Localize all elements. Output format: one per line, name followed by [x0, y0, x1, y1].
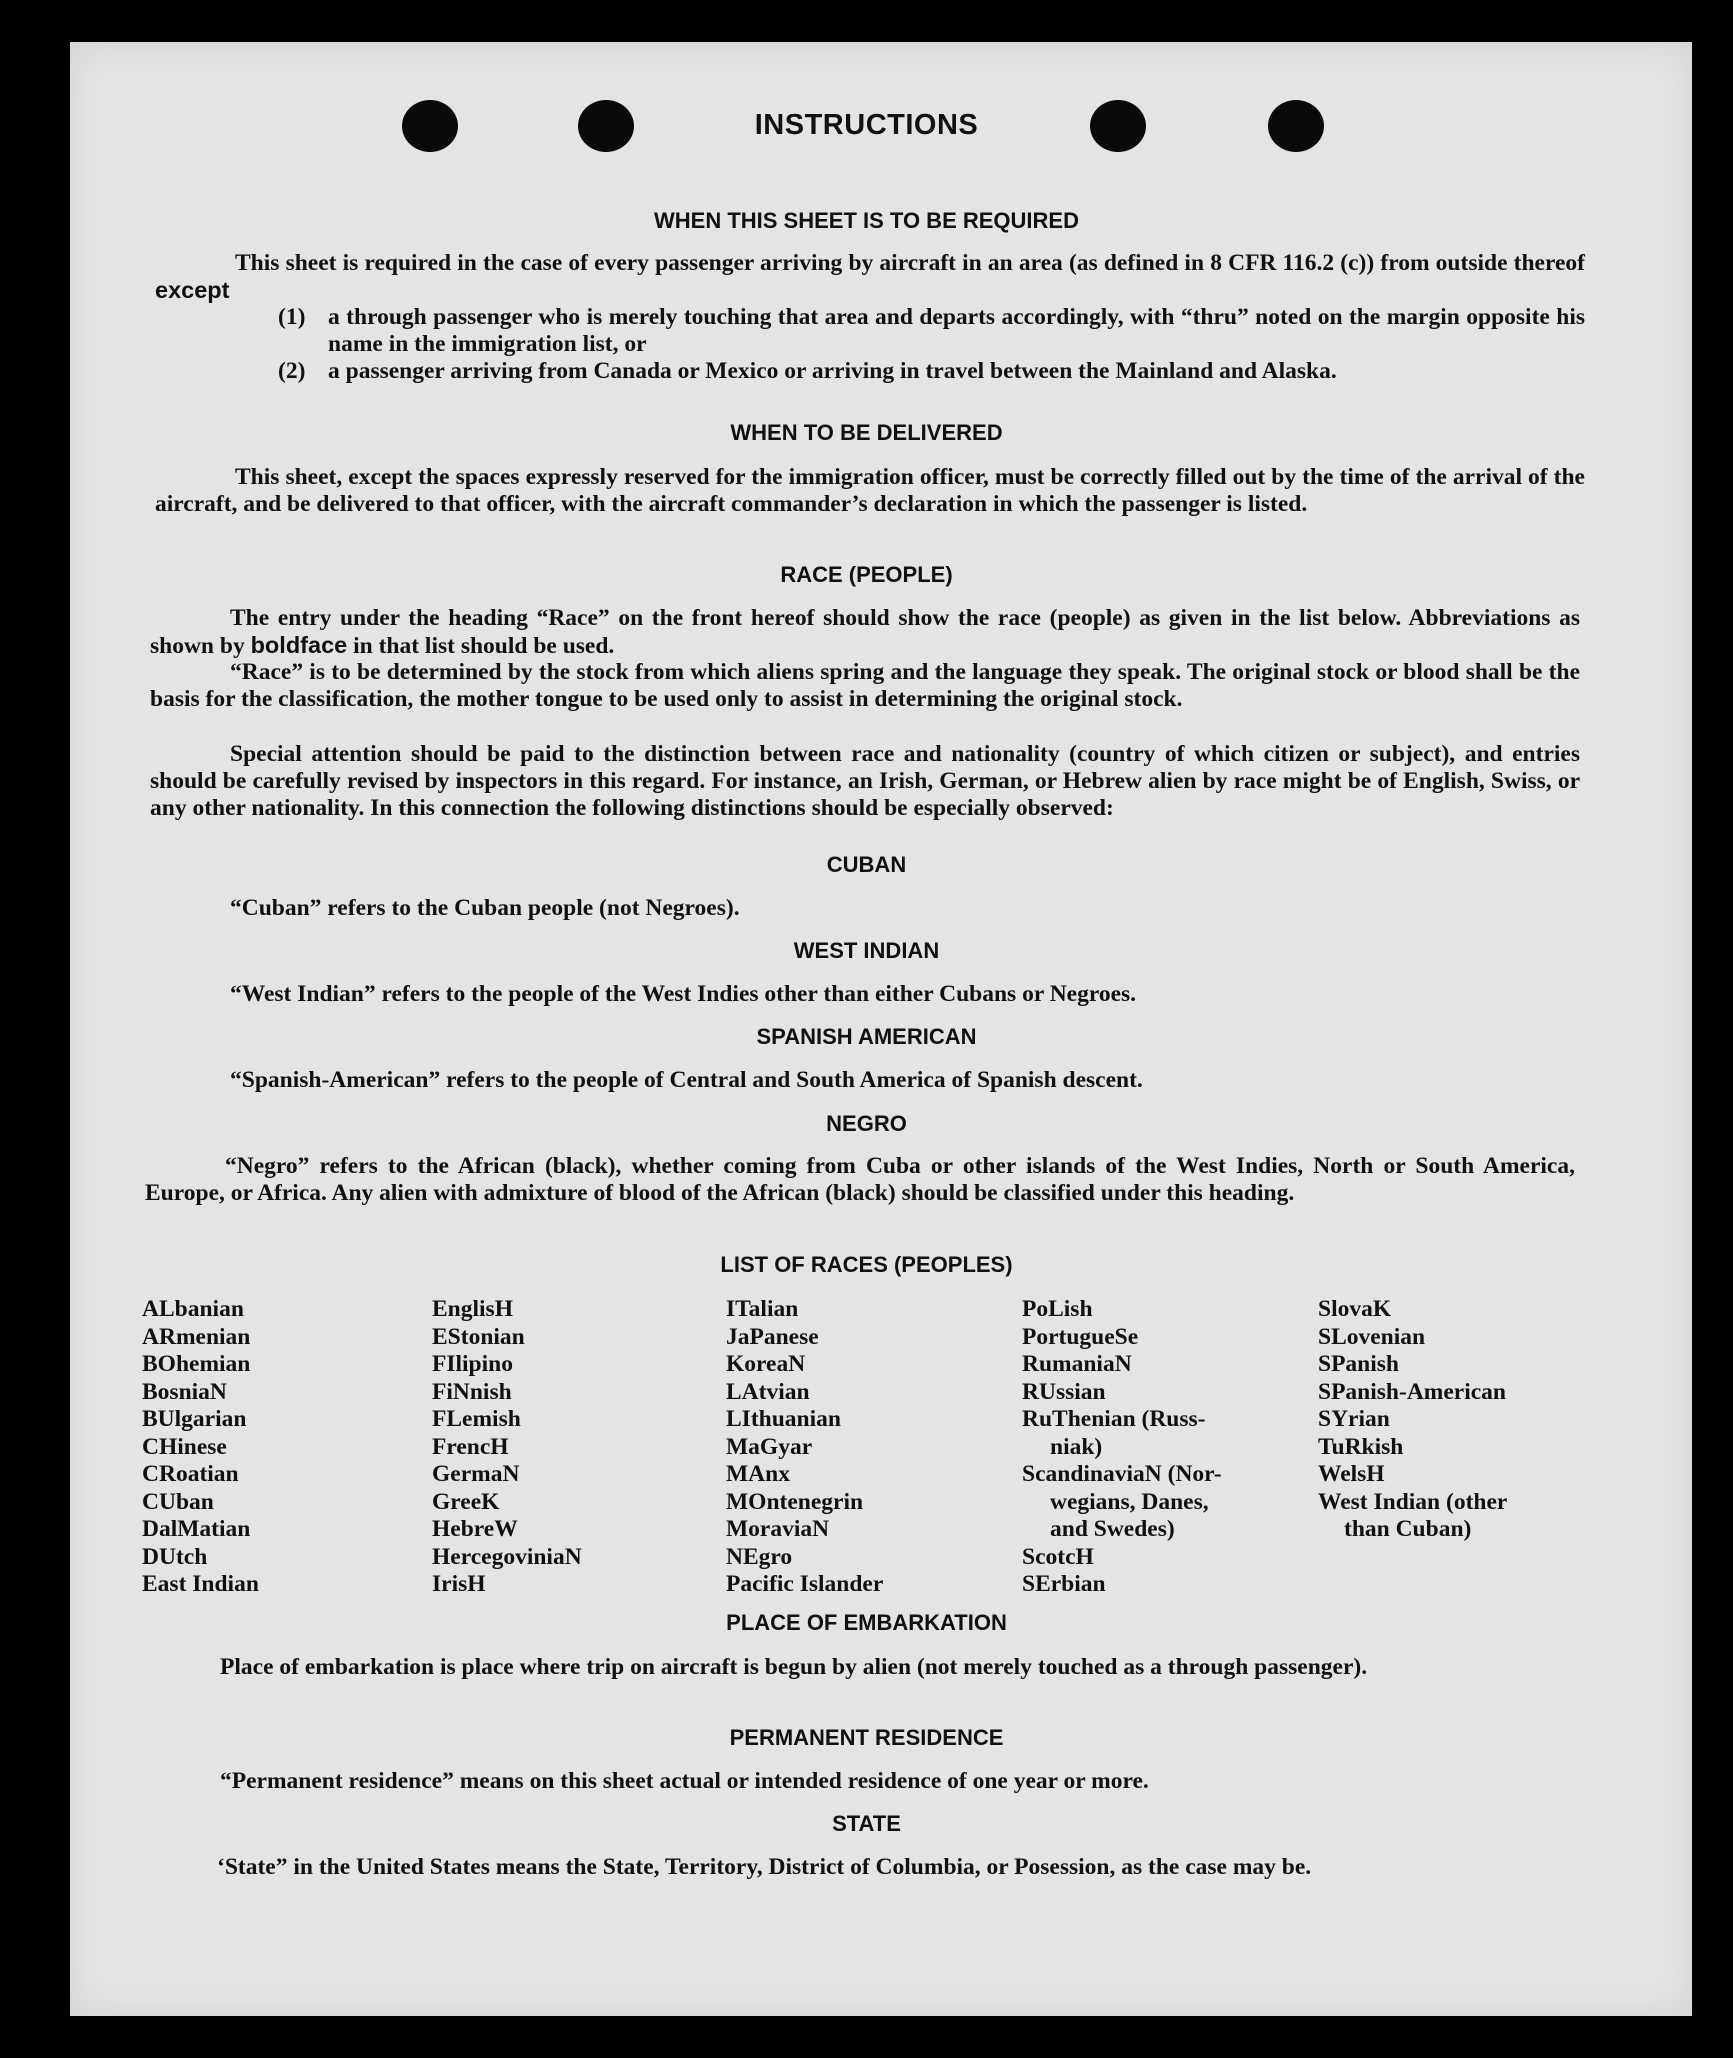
race-entry: PoLish	[1022, 1296, 1093, 1322]
race-entry: CRoatian	[142, 1461, 239, 1487]
race-entry: BosniaN	[142, 1378, 227, 1405]
west-indian-text: “West Indian” refers to the people of the West Indies other than either Cubans or Negroes.	[230, 981, 1137, 1007]
section-heading-required: WHEN THIS SHEET IS TO BE REQUIRED	[654, 208, 1079, 233]
spanish-american-text: “Spanish-American” refers to the people of Central and South America of Spanish descent.	[230, 1067, 1143, 1093]
race-entry: TuRkish	[1318, 1433, 1404, 1460]
races-column-4	[1022, 1296, 1318, 1599]
race-entry: RUssian	[1022, 1378, 1106, 1405]
race-entry: KoreaN	[726, 1351, 806, 1377]
embarkation-text: Place of embarkation is place where trip on aircraft is begun by alien (not merely touched as a through passenger).	[220, 1654, 1368, 1680]
race-entry: SlovaK	[1318, 1296, 1392, 1322]
race-entry: EnglisH	[432, 1296, 513, 1322]
race-entry: JaPanese	[726, 1323, 819, 1350]
race-entry: SYrian	[1318, 1406, 1390, 1432]
race-entry: MoraviaN	[726, 1516, 830, 1542]
race-entry: CHinese	[142, 1433, 227, 1460]
race-entry: MOntenegrin	[726, 1488, 864, 1515]
section-heading-delivered: WHEN TO BE DELIVERED	[730, 420, 1003, 445]
race-entry: IrisH	[432, 1571, 486, 1597]
races-column-2	[432, 1296, 726, 1599]
races-column-3	[726, 1296, 1022, 1599]
race-entry: SPanish-American	[1318, 1378, 1506, 1405]
race-paragraph-3: Special attention should be paid to the distinction between race and nationality (country of which citizen or subject), and entries should be carefully revised by inspectors in this regard. For instance, an Irish, German, or Hebrew alien by race might be of English, Swiss, or any other nationality. In this connection the following distinctions should be especially observed:	[150, 741, 1580, 821]
race-entry: ITalian	[726, 1296, 799, 1322]
race-entry: Pacific Islander	[726, 1571, 884, 1597]
race-entry: CUban	[142, 1488, 214, 1515]
race-paragraph-2: “Race” is to be determined by the stock from which aliens spring and the language they speak. The original stock or blood shall be the basis for the classification, the mother tongue to be used only to assist in determining the original stock.	[150, 659, 1580, 712]
race-entry: PortugueSe	[1022, 1323, 1139, 1350]
residence-text: “Permanent residence” means on this sheet actual or intended residence of one year or more.	[220, 1768, 1149, 1794]
required-intro: This sheet is required in the case of every passenger arriving by aircraft in an area (as defined in 8 CFR 116.2 (c)) from outside thereof except	[155, 250, 1585, 303]
race-entry: GermaN	[432, 1461, 520, 1487]
race-entry: FiNnish	[432, 1378, 512, 1405]
race-entry: LAtvian	[726, 1378, 810, 1405]
race-entry: HebreW	[432, 1516, 518, 1542]
section-heading-negro: NEGRO	[826, 1111, 907, 1136]
section-heading-cuban: CUBAN	[826, 852, 907, 877]
race-entry: HercegoviniaN	[432, 1543, 582, 1570]
race-entry: DalMatian	[142, 1516, 251, 1542]
race-entry: RumaniaN	[1022, 1351, 1132, 1377]
section-heading-state: STATE	[832, 1811, 901, 1836]
race-entry: FLemish	[432, 1406, 521, 1432]
required-item-1: (1) a through passenger who is merely touching that area and departs accordingly, with “thru” noted on the margin opposite his name in the immigration list, or	[278, 304, 1585, 357]
race-entry: GreeK	[432, 1488, 500, 1515]
race-entry: SLovenian	[1318, 1323, 1426, 1350]
race-entry: EStonian	[432, 1323, 525, 1350]
race-entry: BOhemian	[142, 1351, 251, 1377]
race-entry: than Cuban)	[1344, 1516, 1472, 1542]
race-entry: East Indian	[142, 1571, 259, 1597]
races-list	[142, 1296, 1642, 1599]
race-entry: WelsH	[1318, 1461, 1385, 1487]
race-entry: MAnx	[726, 1461, 790, 1487]
section-heading-race: RACE (PEOPLE)	[780, 562, 953, 587]
race-entry: niak)	[1050, 1433, 1103, 1460]
race-entry: ARmenian	[142, 1323, 251, 1350]
race-entry: FIlipino	[432, 1351, 513, 1377]
race-paragraph-1: The entry under the heading “Race” on the front hereof should show the race (people) as given in the list below. Abbreviations as shown by boldface in that list should be used.	[150, 605, 1580, 659]
races-column-5	[1318, 1296, 1588, 1599]
race-entry: NEgro	[726, 1543, 793, 1570]
section-heading-embarkation: PLACE OF EMBARKATION	[726, 1610, 1007, 1635]
race-entry: RuThenian (Russ-	[1022, 1406, 1206, 1432]
race-entry: DUtch	[142, 1543, 208, 1570]
race-entry: SPanish	[1318, 1351, 1399, 1377]
delivered-text: This sheet, except the spaces expressly reserved for the immigration officer, must be correctly filled out by the time of the arrival of the aircraft, and be delivered to that officer, with the aircraft commander’s declaration in which the passenger is listed.	[155, 464, 1585, 517]
negro-text: “Negro” refers to the African (black), whether coming from Cuba or other islands of the West Indies, North or South America, Europe, or Africa. Any alien with admixture of blood of the African (black) should be classified under this heading.	[145, 1153, 1575, 1206]
section-heading-west-indian: WEST INDIAN	[793, 938, 940, 963]
race-entry: ScandinaviaN (Nor-	[1022, 1461, 1222, 1487]
race-entry: SErbian	[1022, 1571, 1106, 1597]
race-entry: West Indian (other	[1318, 1488, 1508, 1515]
race-entry: MaGyar	[726, 1433, 813, 1460]
race-entry: and Swedes)	[1050, 1516, 1175, 1542]
section-heading-spanish-american: SPANISH AMERICAN	[756, 1024, 977, 1049]
race-entry: ScotcH	[1022, 1543, 1094, 1570]
race-entry: LIthuanian	[726, 1406, 841, 1432]
state-text: ‘State” in the United States means the State, Territory, District of Columbia, or Posession, as the case may be.	[217, 1854, 1312, 1880]
race-entry: BUlgarian	[142, 1406, 247, 1432]
race-entry: FrencH	[432, 1433, 509, 1460]
races-column-1	[142, 1296, 432, 1599]
required-item-2: (2) a passenger arriving from Canada or Mexico or arriving in travel between the Mainland and Alaska.	[278, 358, 1337, 384]
page-title: INSTRUCTIONS	[754, 109, 979, 141]
section-heading-race-list: LIST OF RACES (PEOPLES)	[720, 1252, 1013, 1277]
race-entry: wegians, Danes,	[1050, 1488, 1209, 1515]
section-heading-residence: PERMANENT RESIDENCE	[729, 1725, 1004, 1750]
cuban-text: “Cuban” refers to the Cuban people (not Negroes).	[230, 895, 740, 921]
race-entry: ALbanian	[142, 1296, 244, 1322]
